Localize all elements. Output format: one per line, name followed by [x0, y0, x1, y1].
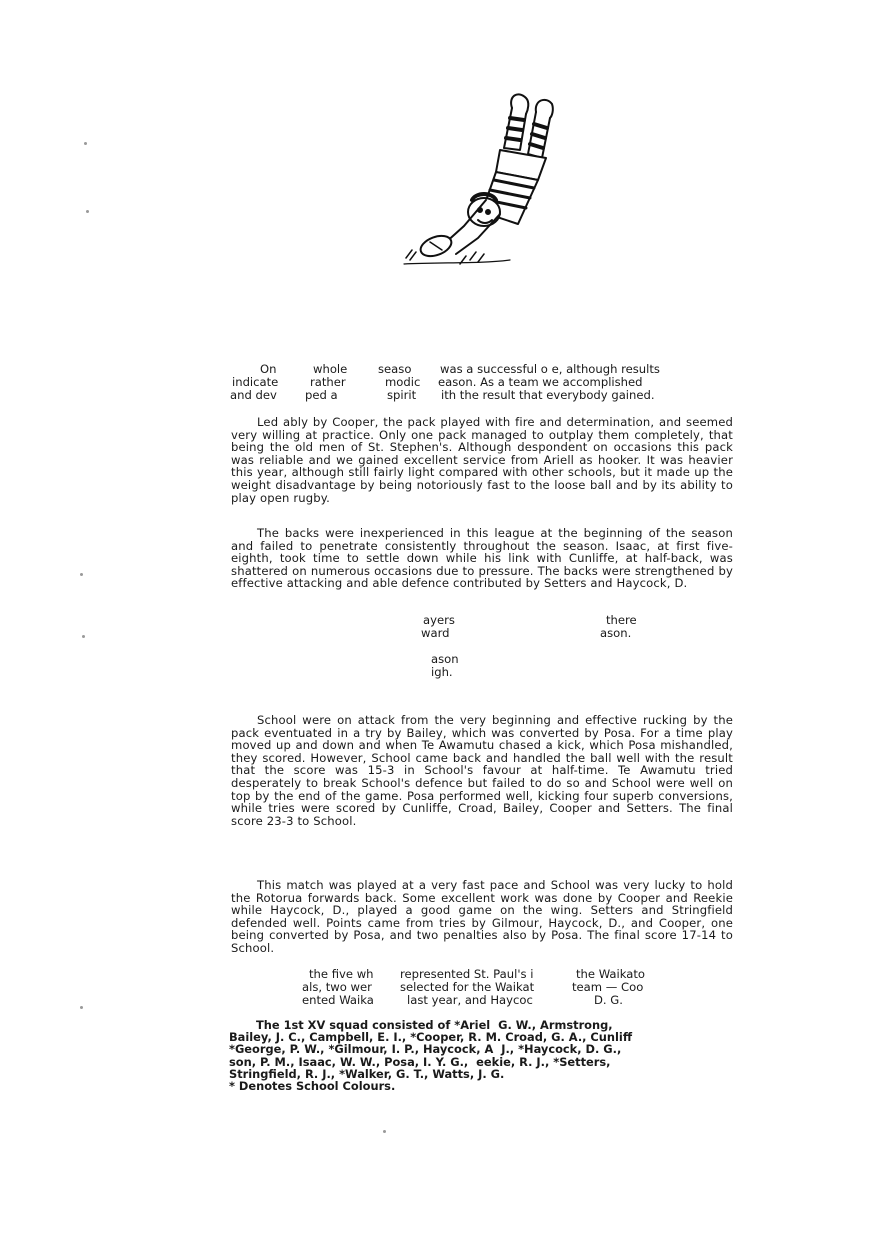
- intro-fragment: was a successful o e, although results: [440, 362, 660, 376]
- faded-fragment: ason: [431, 652, 459, 666]
- squad-line: son, P. M., Isaac, W. W., Posa, I. Y. G., eekie, R. J., *Setters,: [229, 1054, 611, 1069]
- rotorua-paragraph-block: [231, 879, 733, 955]
- pack-paragraph-block: [231, 416, 733, 504]
- intro-fragment: ped a: [305, 388, 338, 402]
- faded-fragment: ayers: [423, 613, 455, 627]
- intro-fragment: and dev: [230, 388, 277, 402]
- margin-mark: [84, 142, 87, 145]
- rep-fragment: selected for the Waikat: [400, 980, 535, 994]
- pack-paragraph: Led ably by Cooper, the pack played with fire and determination, and seemed very willing at practice. Only one pack managed to outplay them completely, that being the old men of St. Stephen's. Although despondent on occasions this pack was reliable and we gained excellent service from Ariell as hooker. It was heavier this year, although still fairly light compared with other schools, but it made up the weight disadvantage by being notoriously fast to the loose ball and by its ability to play open rugby.: [231, 415, 733, 505]
- faded-fragment: ward: [421, 626, 450, 640]
- intro-fragment: whole: [313, 362, 348, 376]
- rep-fragment: als, two wer: [302, 980, 372, 994]
- intro-fragment: spirit: [387, 388, 417, 402]
- intro-fragment: ith the result that everybody gained.: [441, 388, 655, 402]
- squad-line: *George, P. W., *Gilmour, I. P., Haycock, A J., *Haycock, D. G.,: [229, 1042, 622, 1057]
- intro-fragment: seaso: [378, 362, 412, 376]
- squad-line: The 1st XV squad consisted of *Ariel G. W., Armstrong,: [256, 1018, 613, 1032]
- margin-mark: [80, 1006, 83, 1009]
- squad-list: [229, 1019, 729, 1092]
- margin-mark: [86, 210, 89, 213]
- intro-fragment: indicate: [232, 375, 279, 389]
- faded-fragment: there: [606, 613, 637, 627]
- squad-line: * Denotes School Colours.: [229, 1079, 396, 1094]
- backs-paragraph-block: [231, 527, 733, 590]
- faded-fragment: ason.: [600, 626, 632, 640]
- intro-fragment: rather: [310, 375, 346, 389]
- margin-mark: [383, 1130, 386, 1133]
- intro-fragment: modic: [385, 375, 421, 389]
- rotorua-paragraph: This match was played at a very fast pace and School was very lucky to hold the Rotorua forwards back. Some excellent work was done by Cooper and Reekie while Haycock, D., played a good game on the wing. Setters and Stringfield defended well. Points came from tries by Gilmour, Haycock, D., and Cooper, one being converted by Posa, and two penalties also by Posa. The final score 17-14 to School.: [231, 878, 733, 955]
- squad-line: Bailey, J. C., Campbell, E. I., *Cooper, R. M. Croad, G. A., Cunliff: [229, 1030, 633, 1045]
- intro-fragment: On: [260, 362, 277, 376]
- rep-fragment: ented Waika: [302, 993, 374, 1007]
- intro-fragment: eason. As a team we accomplished: [438, 375, 643, 389]
- squad-line: Stringfield, R. J., *Walker, G. T., Watts, J. G.: [229, 1066, 505, 1081]
- rep-fragment: team — Coo: [572, 980, 644, 994]
- rep-fragment: the Waikato: [576, 967, 646, 981]
- te-awamutu-paragraph: School were on attack from the very beginning and effective rucking by the pack eventuated in a try by Bailey, which was converted by Posa. For a time play moved up and down and when Te Awamutu chased a kick, which Posa mishandled, they scored. However, School came back and handled the ball well with the result that the score was 15-3 in School's favour at half-time. Te Awamutu tried desperately to break School's defence but failed to do so and School were well on top by the end of the game. Posa performed well, kicking four superb conversions, while tries were scored by Cunliffe, Croad, Bailey, Cooper and Setters. The final score 23-3 to School.: [231, 713, 733, 828]
- rep-fragment: the five wh: [309, 967, 374, 981]
- margin-mark: [82, 635, 85, 638]
- diving-player-illustration: [400, 88, 570, 273]
- margin-mark: [80, 573, 83, 576]
- rep-fragment: D. G.: [594, 993, 623, 1007]
- rep-fragment: represented St. Paul's i: [400, 967, 534, 981]
- faded-fragment: igh.: [431, 665, 453, 679]
- te-awamutu-paragraph-block: [231, 714, 733, 827]
- backs-paragraph: The backs were inexperienced in this league at the beginning of the season and failed to penetrate consistently throughout the season. Isaac, at first five-eighth, took time to settle down while his link with Cunliffe, at half-back, was shattered on numerous occasions due to pressure. The backs were strengthened by effective attacking and able defence contributed by Setters and Haycock, D.: [231, 526, 733, 591]
- rep-fragment: last year, and Haycoc: [407, 993, 533, 1007]
